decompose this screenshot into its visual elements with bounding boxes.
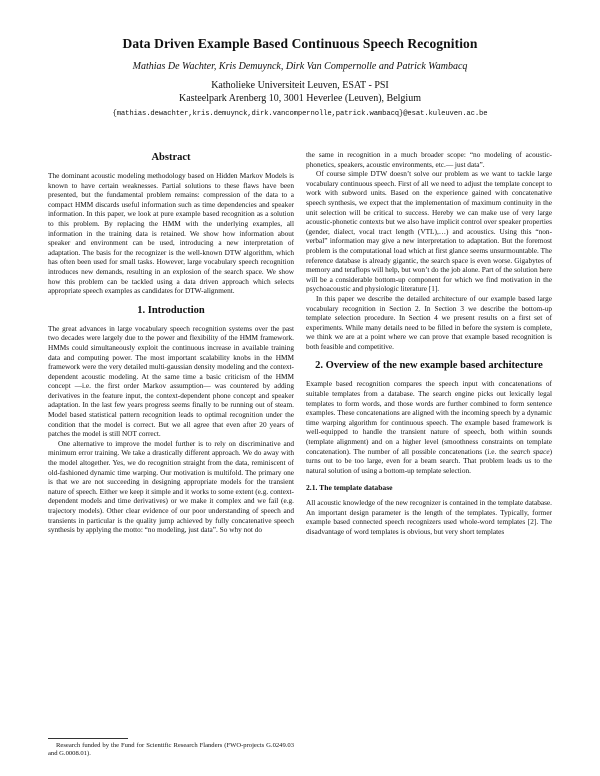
intro-paragraph-2-continued: the same in recognition in a much broader scope: “no modeling of acoustic-phonetics, speakers, acoustic environments, etc.— just data”.	[306, 150, 552, 169]
footnote-rule	[48, 738, 128, 739]
paper-title: Data Driven Example Based Continuous Speech Recognition	[122, 36, 478, 51]
search-space-term: search space	[510, 446, 550, 456]
template-db-paragraph-1: All acoustic knowledge of the new recognizer is contained in the template database. An important design parameter is the length of the templates. Typically, former example based connected speech recognizers used whole-word templates [2]. The disadvantage of word templates is obvious, but very short templates	[306, 498, 552, 536]
author-emails: {mathias.dewachter,kris.demuynck,dirk.vancompernolle,patrick.wambacq}@esat.kuleuven.ac.be	[112, 110, 488, 118]
intro-paragraph-2: One alternative to improve the model further is to rely on discriminative and minimum error training. We take a drastically different approach. We do away with the model altogether. Yes, we do recognition straight from the data, reminiscent of old-fashioned dynamic time warping. Our motivation is multifold. The primary one is that we are not succeeding in designing appropriate models for the transient nature of speech. Either we keep it simple and it works to some extent (e.g. context-dependent models and time derivatives) or we make it complex and we fail (e.g. trajectory models). Other clear evidence of our poor understanding of speech and transients in particular is the quality jump achieved by fully concatenative speech synthesis by applying the motto: “no modeling, just data”. So why not do	[48, 438, 294, 535]
abstract-text: The dominant acoustic modeling methodology based on Hidden Markov Models is known to have certain weaknesses. Partial solutions to these flaws have been presented, but the fundamental problem remains: compression of the data to a compact HMM discards useful information such as time dependencies and speaker information. In this paper, we look at pure example based recognition as a solution to this problem. By replacing the HMM with the underlying examples, all information in the training data is retained. We show how information about speaker and environment can be used, introducing a new interpretation of adaptation. The basis for the recognizer is the well-known DTW algorithm, which has often been used for small tasks. However, large vocabulary speech recognition introduces new demands, resulting in an explosion of the search space. We show how this problem can be tackled using a data driven approach which selects appropriate speech examples as candidates for DTW-alignment.	[48, 171, 294, 296]
left-column	[48, 150, 294, 535]
overview-paragraph-1: Example based recognition compares the speech input with concatenations of suitable templates from a database. The search engine picks out lexically legal templates to form words, and those words are further combined to form sentence examples. These concatenations are aligned with the incoming speech by a dynamic time warping algorithm for continuous speech. The example based framework is well-equipped to handle the transient nature of speech, both within sounds (template alignment) and on a higher level (smoothness constraints on template concatenation). The number of all possible concatenations (i.e. the search space) turns out to be too large, even for a beam search. That problem leads us to the natural solution of using a bottom-up template selection.	[306, 379, 552, 475]
right-column	[306, 150, 552, 536]
section-2-1-heading: 2.1. The template database	[306, 483, 393, 493]
footnote-text: Research funded by the Fund for Scientific Research Flanders (FWO-projects G.0249.03 and G.0008.01).	[48, 742, 294, 758]
paper-header	[40, 36, 560, 118]
section-2-heading: 2. Overview of the new example based architecture	[315, 360, 543, 372]
intro-paragraph-3: Of course simple DTW doesn’t solve our problem as we want to tackle large vocabulary continuous speech. First of all we need to adjust the template concept to work with subword units. Based on the experience gained with concatenative speech synthesis, we expect that the implementation of maximum continuity in the unit selection will be critical to success. Hereby we can make use of very large acoustic-phonetic contexts but we also have implicit control over speaker properties (gender, dialect, vocal tract length (VTL),…) and acoustics. Using this “non-verbal” information may give a new interpretation to adaptation. But the foremost problem is the computational load which at first glance seems unsurmountable. The reference database is already gigantic, the search space is even worse. Gigabytes of memory and teraflops will help, but won’t do the job alone. Part of the solution here will be a considerable bottom-up component for which we find motivation in the psychoacoustic and physiologic literature [1].	[306, 169, 552, 294]
affiliation-line-2: Kasteelpark Arenberg 10, 3001 Heverlee (Leuven), Belgium	[179, 93, 421, 104]
footnote	[48, 738, 294, 759]
abstract-heading: Abstract	[151, 152, 191, 163]
section-1-heading: 1. Introduction	[137, 304, 205, 316]
intro-paragraph-4: In this paper we describe the detailed architecture of our example based large vocabulary recognition in Section 2. In Section 3 we describe the bottom-up template selection procedure. In Section 4 we present results on a first set of experiments. While many details need to be filled in before the system is complete, we think we are at a point where we can prove that example based recognition is both feasible and competitive.	[306, 293, 552, 351]
paper-authors: Mathias De Wachter, Kris Demuynck, Dirk Van Compernolle and Patrick Wambacq	[132, 61, 468, 72]
affiliation-line-1: Katholieke Universiteit Leuven, ESAT - PSI	[211, 80, 389, 91]
intro-paragraph-1: The great advances in large vocabulary speech recognition systems over the past two decades were largely due to the power and flexibility of the HMM framework. HMMs could simultaneously exploit the continuous increase in available training data and computing power. The most important scalability knobs in the HMM framework were the very detailed multi-gaussian density modeling and the context-dependent acoustic modeling. At the same time a basic criticism of the HMM concept —i.e. the first order Markov assumption— was countered by adding derivatives in the feature input, the context-dependent phone concept and speaker adaptation. In the last few years progress seems finally to be running out of steam. Model based statistical pattern recognition leads to optimal recognition under the condition that the model is correct. But we all agree that even after 20 years of patches the model is still NOT correct.	[48, 323, 294, 439]
